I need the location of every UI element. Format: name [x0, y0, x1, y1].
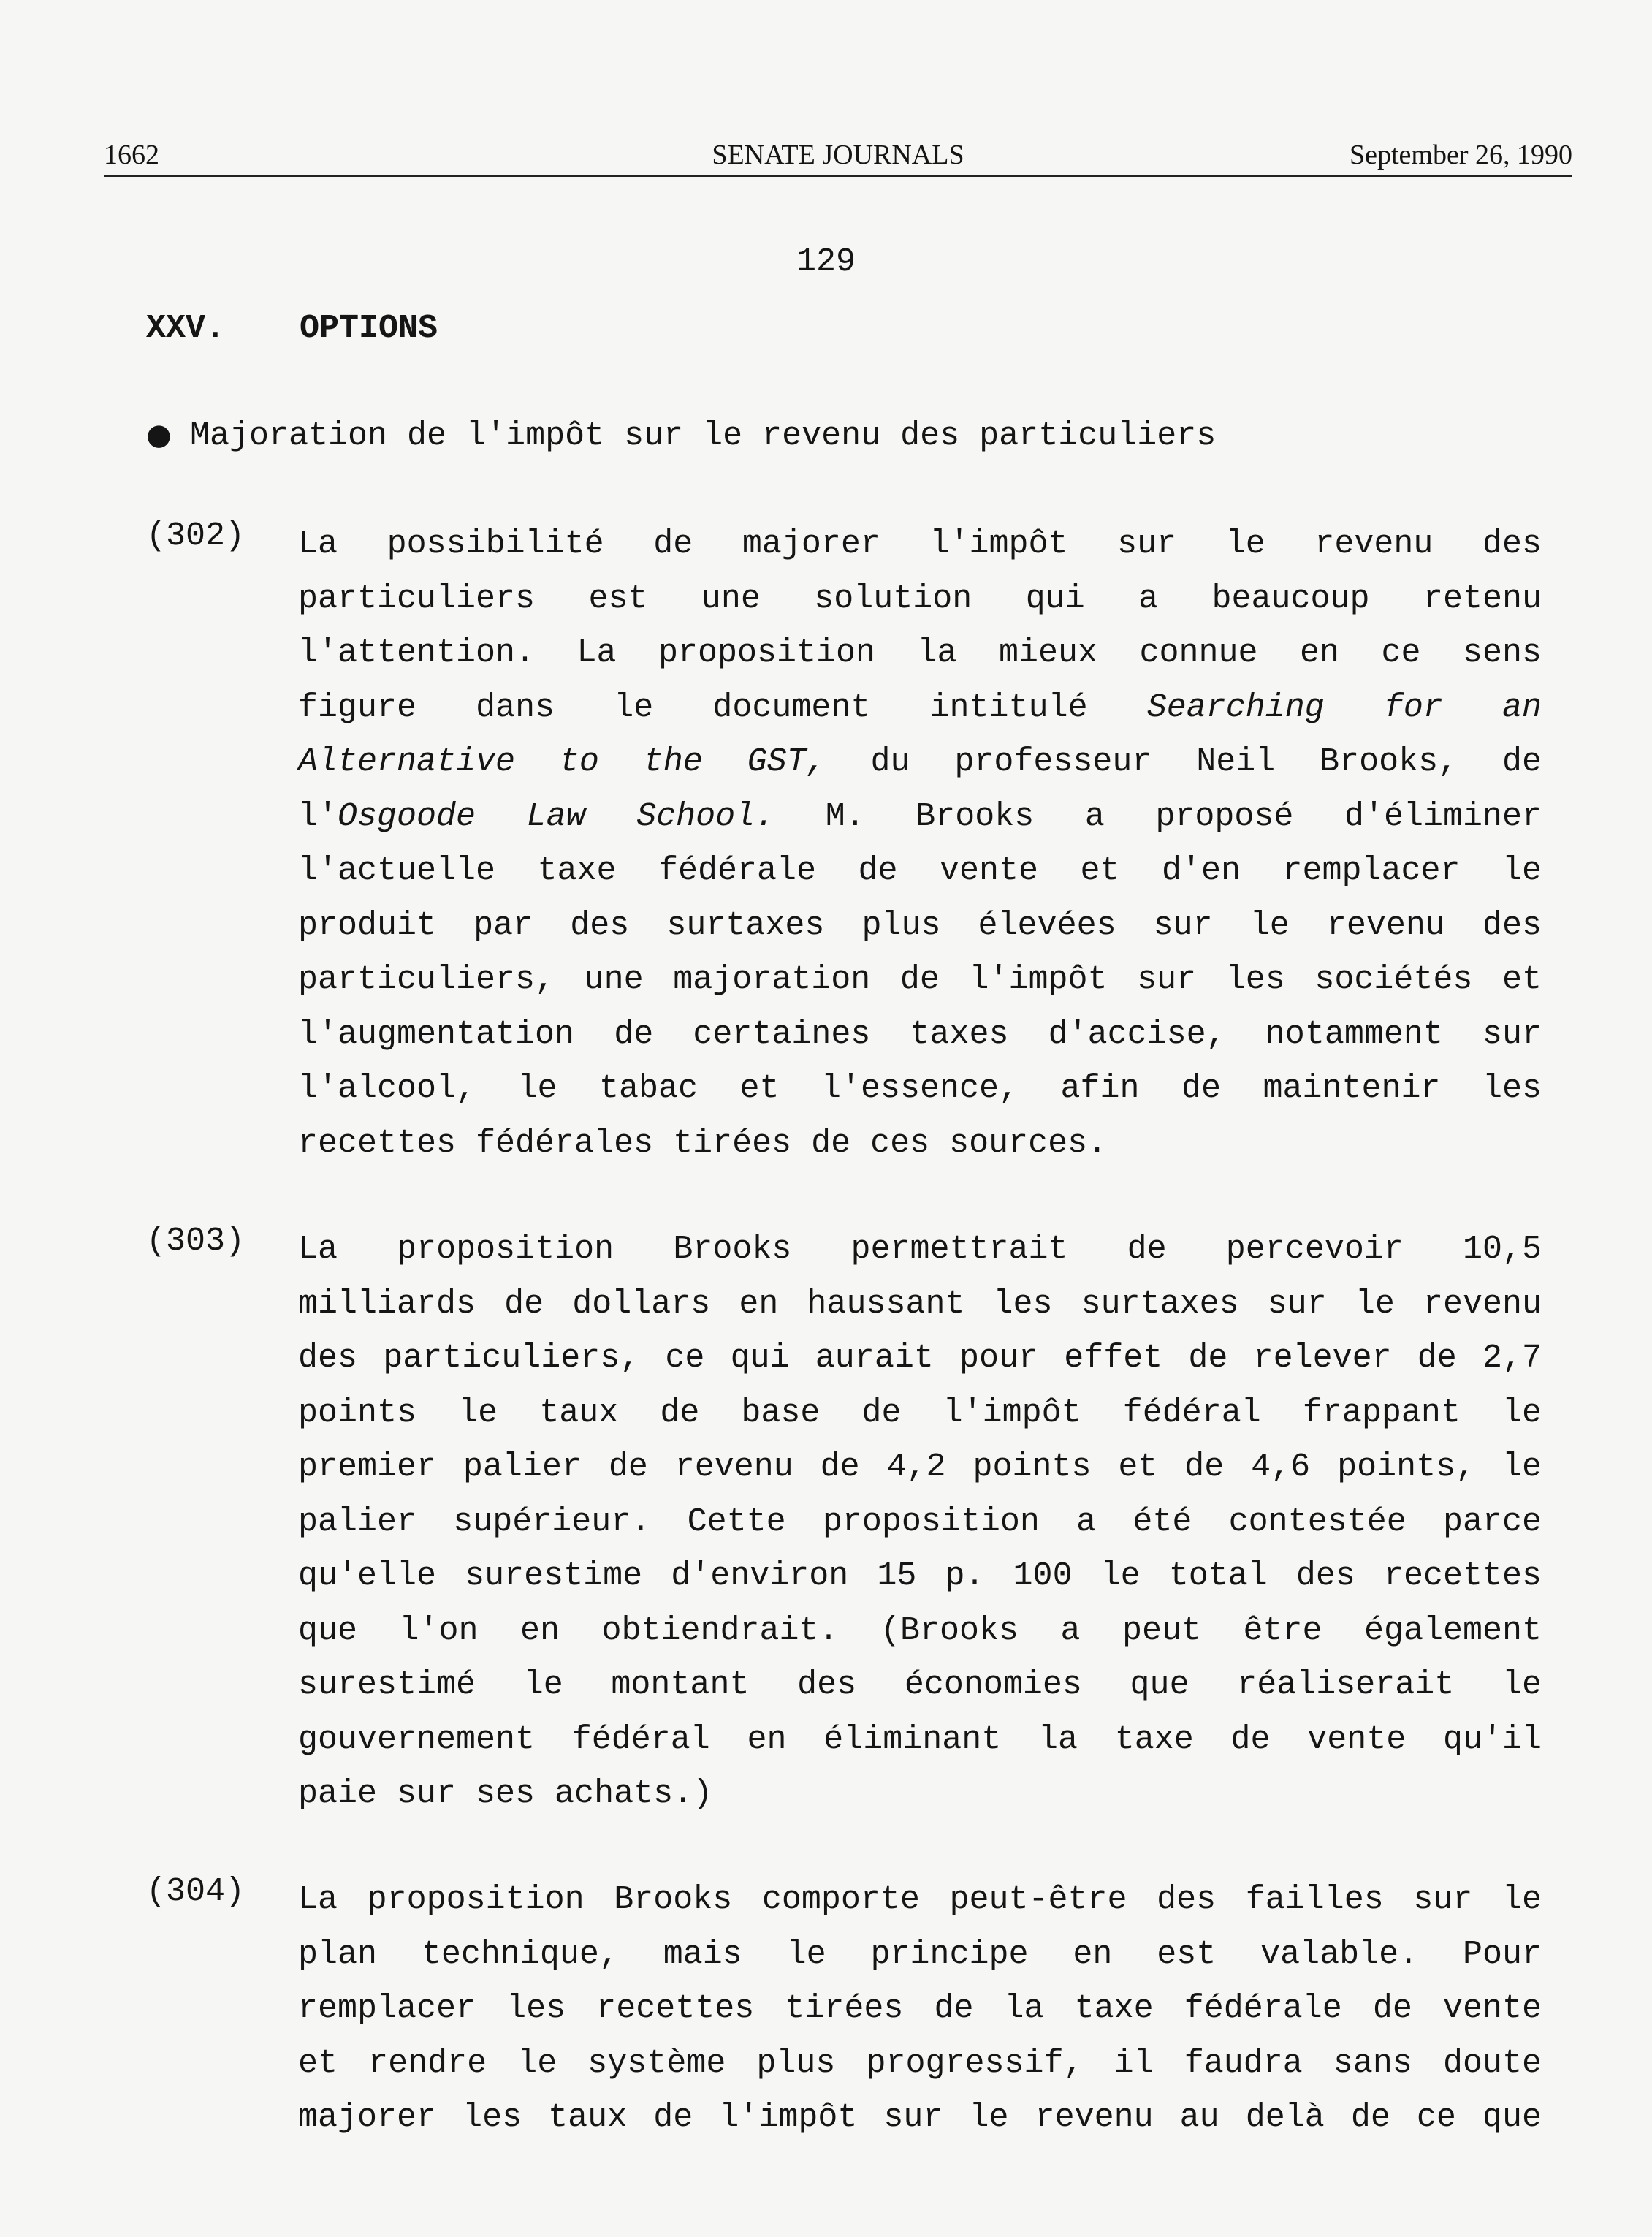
paragraph-line: l'alcool, le tabac et l'essence, afin de maintenir les	[298, 1070, 1542, 1107]
school-name: Osgoode Law School.	[338, 797, 775, 835]
paragraph-303	[298, 1223, 1542, 1822]
paragraph-line: paie sur ses achats.)	[298, 1775, 713, 1812]
paragraph-line: particuliers est une solution qui a beaucoup retenu	[298, 580, 1542, 618]
section-heading	[146, 310, 438, 347]
paragraph-line	[298, 681, 1542, 736]
paragraph-line: produit par des surtaxes plus élevées sur le revenu des	[298, 906, 1542, 944]
paragraph-number-303: (303)	[146, 1223, 245, 1260]
line-text: figure dans le document intitulé	[298, 688, 1088, 726]
book-title-part2: Alternative to the GST,	[298, 743, 826, 781]
line-text: l'	[298, 797, 338, 835]
paragraph-line: premier palier de revenu de 4,2 points et de 4,6 points, le	[298, 1448, 1542, 1486]
paragraph-line: gouvernement fédéral en éliminant la taxe de vente qu'il	[298, 1720, 1542, 1758]
bullet-icon: ●	[146, 418, 172, 452]
paragraph-line: milliards de dollars en haussant les surtaxes sur le revenu	[298, 1285, 1542, 1323]
report-page-number: 129	[796, 243, 856, 281]
paragraph-line: palier supérieur. Cette proposition a été contestée parce	[298, 1503, 1542, 1541]
paragraph-line: La proposition Brooks comporte peut-être des failles sur le	[298, 1881, 1542, 1918]
paragraph-line: recettes fédérales tirées de ces sources.	[298, 1124, 1108, 1162]
line-text: M. Brooks a proposé d'éliminer	[774, 797, 1542, 835]
paragraph-line: et rendre le système plus progressif, il faudra sans doute	[298, 2044, 1542, 2082]
paragraph-line: majorer les taux de l'impôt sur le revenu au delà de ce que	[298, 2099, 1542, 2136]
paragraph-line: surestimé le montant des économies que réaliserait le	[298, 1666, 1542, 1704]
paragraph-line: plan technique, mais le principe en est valable. Pour	[298, 1935, 1542, 1973]
paragraph-line: points le taux de base de l'impôt fédéral frappant le	[298, 1394, 1542, 1432]
running-head	[104, 139, 1572, 177]
paragraph-number-302: (302)	[146, 517, 245, 555]
paragraph-line	[298, 735, 1542, 790]
paragraph-line: La proposition Brooks permettrait de percevoir 10,5	[298, 1231, 1542, 1268]
topic-heading	[146, 417, 1216, 455]
paragraph-line: particuliers, une majoration de l'impôt sur les sociétés et	[298, 961, 1542, 998]
paragraph-line: La possibilité de majorer l'impôt sur le revenu des	[298, 525, 1542, 563]
paragraph-line: qu'elle surestime d'environ 15 p. 100 le total des recettes	[298, 1557, 1542, 1595]
paragraph-line: l'attention. La proposition la mieux connue en ce sens	[298, 634, 1542, 672]
topic-text: Majoration de l'impôt sur le revenu des particuliers	[190, 417, 1217, 455]
journal-date: September 26, 1990	[1349, 140, 1572, 170]
section-number: XXV.	[146, 310, 226, 347]
line-text: du professeur Neil Brooks, de	[826, 743, 1542, 781]
book-title-part1: Searching for an	[1146, 688, 1542, 726]
paragraph-line: remplacer les recettes tirées de la taxe fédérale de vente	[298, 1990, 1542, 2027]
paragraph-302	[298, 517, 1542, 1171]
paragraph-line: l'actuelle taxe fédérale de vente et d'en remplacer le	[298, 852, 1542, 889]
paragraph-number-304: (304)	[146, 1873, 245, 1910]
journal-title: SENATE JOURNALS	[712, 140, 964, 170]
paragraph-line	[298, 790, 1542, 845]
section-title: OPTIONS	[300, 310, 438, 347]
paragraph-line: que l'on en obtiendrait. (Brooks a peut être également	[298, 1611, 1542, 1649]
paragraph-304	[298, 1873, 1542, 2146]
paragraph-line: des particuliers, ce qui aurait pour effet de relever de 2,7	[298, 1340, 1542, 1377]
journal-page-number: 1662	[104, 140, 159, 170]
paragraph-line: l'augmentation de certaines taxes d'accise, notamment sur	[298, 1015, 1542, 1053]
